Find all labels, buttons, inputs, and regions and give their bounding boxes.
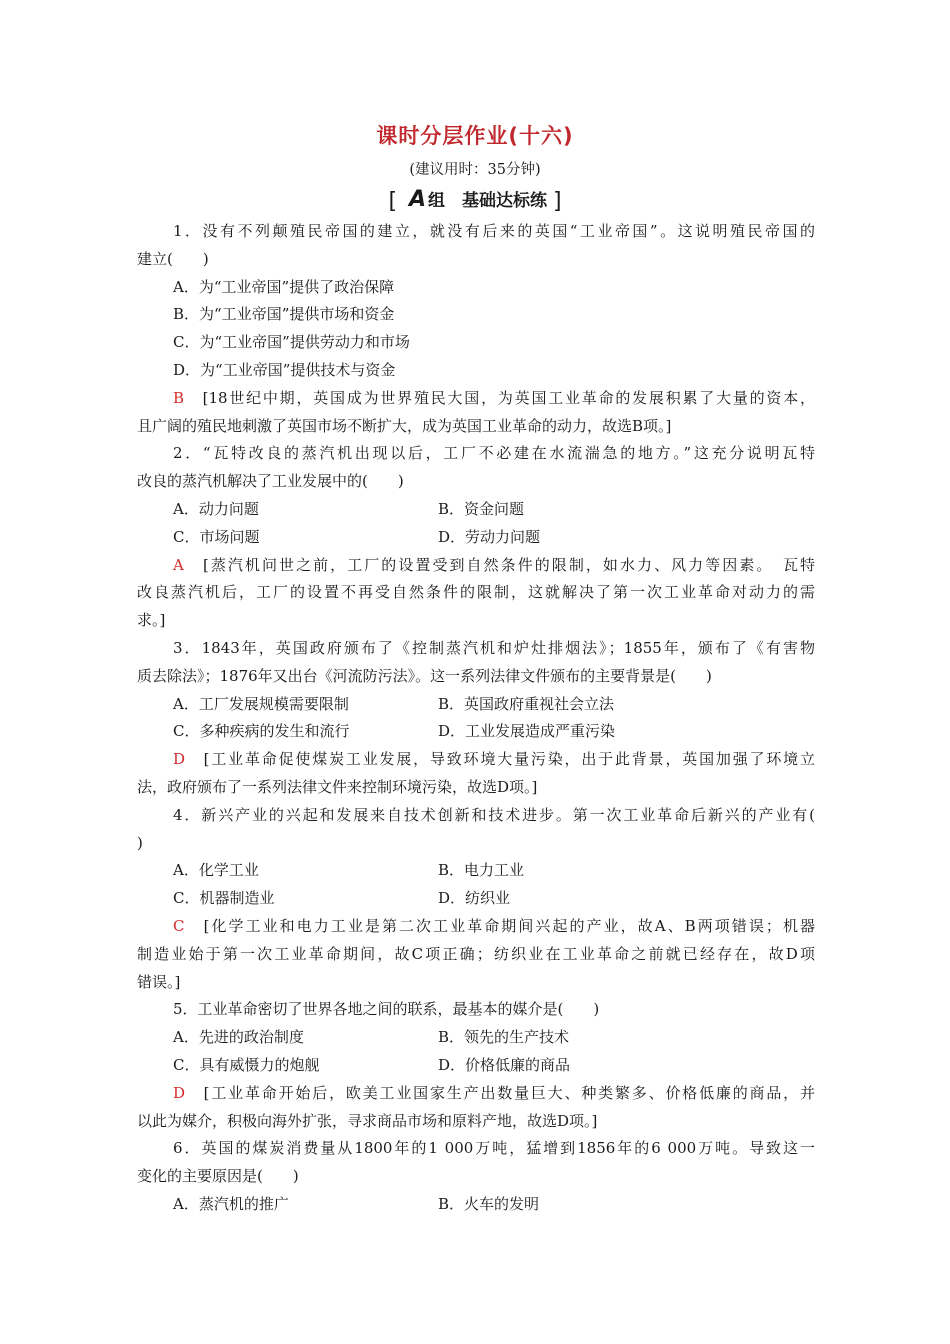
q2-explanation-line3: 求。] [137,611,166,630]
q4-option-d: D．纺织业 [438,889,511,908]
q1-stem-line1: 1．没有不列颠殖民帝国的建立，就没有后来的英国“工业帝国”。这说明殖民帝国的 [173,222,815,240]
q2-options-row1 [137,496,815,524]
q4-options-row2 [137,885,815,913]
q1-explanation-line2: 且广阔的殖民地刺激了英国市场不断扩大，成为英国工业革命的动力，故选B项。] [137,416,672,435]
q2-explanation-line1: A [蒸汽机问世之前，工厂的设置受到自然条件的限制，如水力、风力等因素。 瓦特 [173,555,815,574]
q5-option-d: D．价格低廉的商品 [438,1055,571,1074]
q4-answer: C [173,916,185,935]
q3-option-d: D．工业发展造成严重污染 [438,722,616,741]
q6-option-a: A．蒸汽机的推广 [173,1194,289,1213]
q3-option-c: C．多种疾病的发生和流行 [173,722,350,741]
q3-options-row1 [137,691,815,719]
bracket-right: ] [552,189,562,214]
q1-option-a: A．为“工业帝国”提供了政治保障 [173,277,395,296]
q5-explanation-line2: 以此为媒介，积极向海外扩张，寻求商品市场和原料产地，故选D项。] [137,1111,598,1130]
q2-answer: A [173,555,184,574]
q5-explanation-line1: D [工业革命开始后，欧美工业国家生产出数量巨大、种类繁多、价格低廉的商品，并 [173,1083,815,1102]
q3-stem-line2: 质去除法》；1876年又出台《河流防污法》。这一系列法律文件颁布的主要背景是( ) [137,666,712,685]
q6-stem-line1: 6．英国的煤炭消费量从1800年的1 000万吨，猛增到1856年的6 000万吨。导致这一 [173,1139,815,1158]
q5-option-a: A．先进的政治制度 [173,1028,304,1047]
q2-option-b: B．资金问题 [438,499,525,518]
q6-stem-line2: 变化的主要原因是( ) [137,1167,299,1186]
q2-explanation-line2: 改良蒸汽机后，工厂的设置不再受自然条件的限制，这就解决了第一次工业革命对动力的需 [137,583,815,602]
q2-option-c: C．市场问题 [173,527,260,546]
q4-options-row1 [137,857,815,885]
q5-answer: D [173,1083,186,1102]
q2-options-row2 [137,524,815,552]
q3-answer: D [173,750,186,769]
q3-explanation-line1: D [工业革命促使煤炭工业发展，导致环境大量污染，出于此背景，英国加强了环境立 [173,750,815,769]
q5-options-row2 [137,1052,815,1080]
q1-option-d: D．为“工业帝国”提供技术与资金 [173,360,396,379]
q4-option-c: C．机器制造业 [173,889,275,908]
q4-option-b: B．电力工业 [438,861,525,880]
q1-stem-line2: 建立( ) [137,249,209,268]
q3-option-b: B．英国政府重视社会立法 [438,694,615,713]
bracket-left: [ [388,189,398,214]
q4-explanation-line2: 制造业始于第一次工业革命期间，故C项正确；纺织业在工业革命之前就已经存在，故D项 [137,944,815,963]
q4-stem-line2: ) [137,833,143,852]
q5-option-b: B．领先的生产技术 [438,1028,570,1047]
q1-answer: B [173,388,185,407]
section-letter: A [408,187,427,212]
q2-option-a: A．动力问题 [173,499,259,518]
q2-stem-line2: 改良的蒸汽机解决了工业发展中的( ) [137,472,404,491]
q3-stem-line1: 3．1843年，英国政府颁布了《控制蒸汽机和炉灶排烟法》；1855年，颁布了《有害物 [173,638,815,657]
q5-stem-line1: 5．工业革命密切了世界各地之间的联系，最基本的媒介是( ) [173,1000,600,1019]
q6-options-row1 [137,1191,815,1219]
page-title: 课时分层作业(十六) [376,124,574,148]
q3-option-a: A．工厂发展规模需要限制 [173,694,349,713]
q6-option-b: B．火车的发明 [438,1194,540,1213]
q5-options-row1 [137,1024,815,1052]
q3-explanation-line2: 法，政府颁布了一系列法律文件来控制环境污染，故选D项。] [137,777,538,796]
q5-option-c: C．具有威慑力的炮舰 [173,1055,320,1074]
q4-explanation-line3: 错误。] [137,972,181,991]
q4-explanation-line1: C [化学工业和电力工业是第二次工业革命期间兴起的产业，故A、B两项错误；机器 [173,916,815,935]
q2-stem-line1: 2．“瓦特改良的蒸汽机出现以后，工厂不必建在水流湍急的地方。”这充分说明瓦特 [173,444,815,463]
suggested-time: (建议用时：35分钟) [409,162,541,178]
q3-options-row2 [137,718,815,746]
q4-stem-line1: 4．新兴产业的兴起和发展来自技术创新和技术进步。第一次工业革命后新兴的产业有( [173,805,815,824]
q1-option-b: B．为“工业帝国”提供市场和资金 [173,305,395,324]
q4-option-a: A．化学工业 [173,861,259,880]
section-label: 组 基础达标练 [428,191,548,211]
question-list [137,218,815,1219]
section-heading [0,186,950,214]
q2-option-d: D．劳动力问题 [438,527,541,546]
q1-option-c: C．为“工业帝国”提供劳动力和市场 [173,333,410,352]
q1-explanation-line1: B [18世纪中期，英国成为世界殖民大国，为英国工业革命的发展积累了大量的资本， [173,388,815,407]
